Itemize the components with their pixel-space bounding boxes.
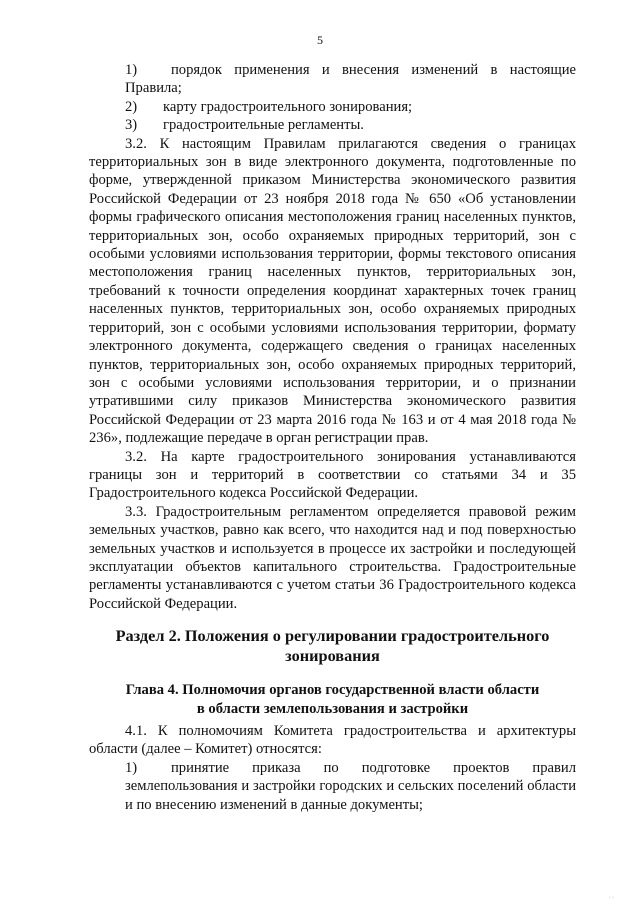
chapter-title [89,681,576,718]
list-item-number: 1) [125,62,138,78]
paragraph-3-2-zoning-map: 3.2. На карте градостроительного зонирования устанавливаются границы зон и территорий в соответствии со статьями 34 и 35 Градостроительного кодекса Российской Федерации. [89,448,576,502]
list-item-number: 1) [125,759,138,776]
list-item-text: градостроительные регламенты. [163,117,364,134]
paragraph-3-2-attachments: 3.2. К настоящим Правилам прилагаются сведения о границах территориальных зон в виде электронного документа, подготовленные по форме, утвержденной приказом Министерства экономического развития Российской Федерации от 23 ноября 2018 года № 650 «Об установлении формы графического описания местоположения границ населенных пунктов, территориальных зон, особо охраняемых природных территорий, зон с особыми условиями использования территории, формы текстового описания местоположения границ населенных пунктов, территориальных зон, требований к точности определения координат характерных точек границ населенных пунктов, территориальных зон, особо охраняемых природных территорий, зон с особыми условиями использования территории, формату электронного документа, содержащего сведения о границах населенных пунктов, территориальных зон, особо охраняемых природных территорий, зон с особыми условиями использования территории, и о признании утратившими силу приказов Министерства экономического развития Российской Федерации от 23 марта 2016 года № 163 и от 4 мая 2018 года № 236», подлежащие передаче в орган регистрации прав. [89,135,576,447]
list-item [89,98,576,116]
chapter-title-line-1: Глава 4. Полномочия органов государственной власти области [125,682,540,699]
paragraph-4-1: 4.1. К полномочиям Комитета градостроительства и архитектуры области (далее – Комитет) относятся: [89,723,576,758]
section-title: Раздел 2. Положения о регулировании градостроительного зонирования [115,626,550,666]
document-body [89,61,576,814]
list-item-number: 3) [125,117,138,134]
list-item [89,61,576,98]
list-item [89,759,576,814]
list-item [89,116,576,134]
page-number: 5 [317,33,323,47]
list-item-text: порядок применения и внесения изменений в настоящие Правила; [125,62,576,97]
paragraph-3-3-regulations: 3.3. Градостроительным регламентом определяется правовой режим земельных участков, равно как всего, что находится над и под поверхностью земельных участков и используется в процессе их застройки и последующей эксплуатации объектов капитального строительства. Градостроительные регламенты устанавливаются с учетом статьи 36 Градостроительного кодекса Российской Федерации. [89,503,576,612]
corner-mark: · · [608,895,614,901]
list-item-text: карту градостроительного зонирования; [163,98,413,115]
chapter-title-line-2: в области землепользования и застройки [196,700,469,717]
list-item-number: 2) [125,98,138,115]
list-item-text: принятие приказа по подготовке проектов правил землепользования и застройки городских и сельских поселений области и по внесению изменений в данные документы; [125,759,576,813]
